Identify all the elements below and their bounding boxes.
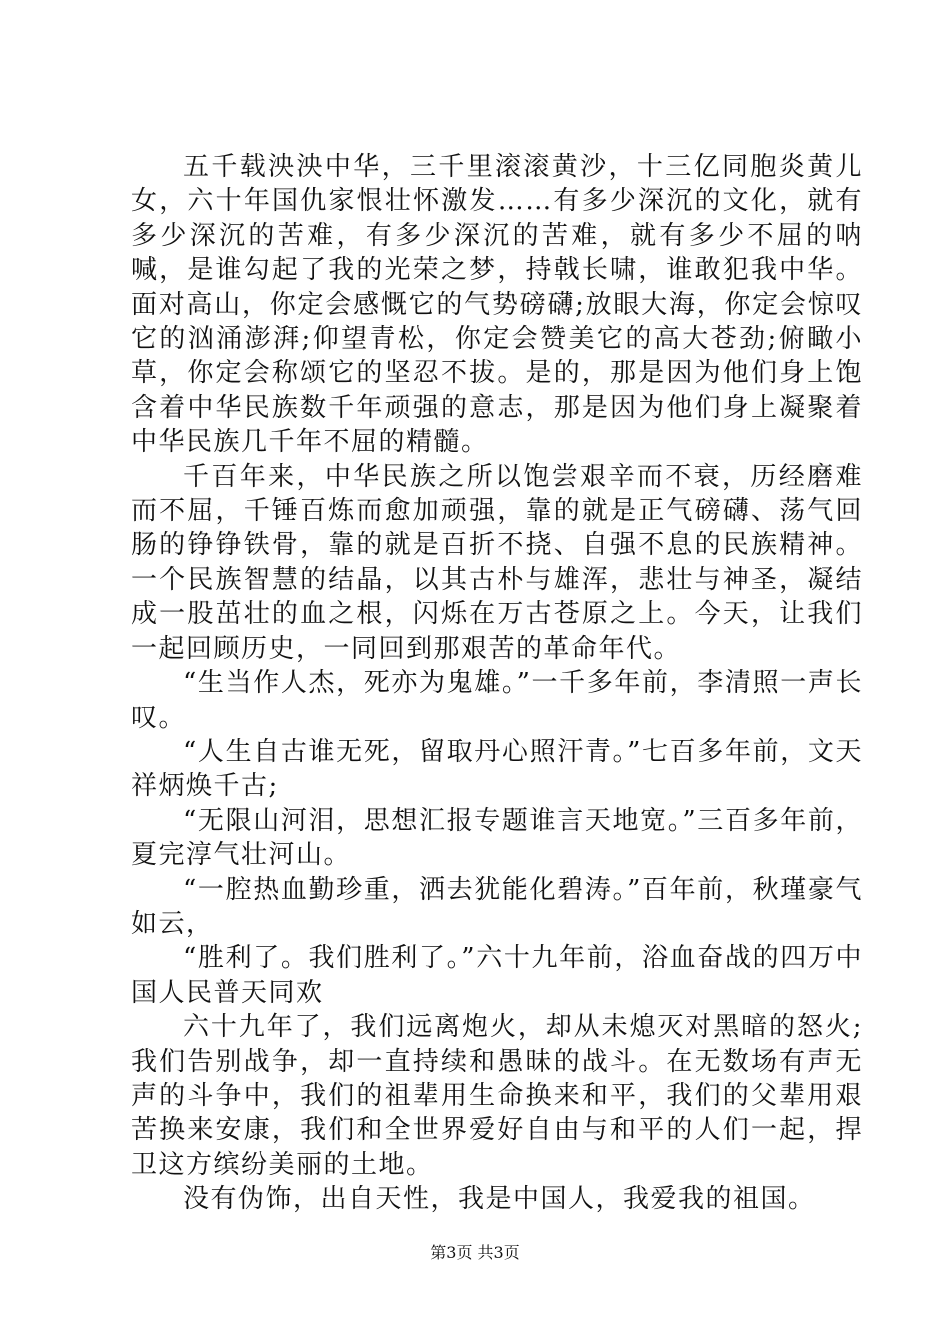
paragraph-6: “一腔热血勤珍重，洒去犹能化碧涛。”百年前，秋瑾豪气如云，	[131, 874, 863, 939]
paragraph-4: “人生自古谁无死，留取丹心照汗青。”七百多年前，文天祥炳焕千古;	[131, 736, 863, 802]
paragraph-7: “胜利了。我们胜利了。”六十九年前，浴血奋战的四万中国人民普天同欢	[131, 943, 863, 1008]
paragraph-8: 六十九年了，我们远离炮火，却从未熄灭对黑暗的怒火;我们告别战争，却一直持续和愚昧的战斗。在无数场有声无声的斗争中，我们的祖辈用生命换来和平，我们的父辈用艰苦换来安康，我们和全世界爱好自由与和平的人们一起，捍卫这方缤纷美丽的土地。	[131, 1012, 863, 1180]
paragraph-1: 五千载泱泱中华，三千里滚滚黄沙，十三亿同胞炎黄儿女，六十年国仇家恨壮怀激发……有多少深沉的文化，就有多少深沉的苦难，有多少深沉的苦难，就有多少不屈的呐喊，是谁勾起了我的光荣之梦，持戟长啸，谁敢犯我中华。面对高山，你定会感慨它的气势磅礴;放眼大海，你定会惊叹它的汹涌澎湃;仰望青松，你定会赞美它的高大苍劲;俯瞰小草，你定会称颂它的坚忍不拔。是的，那是因为他们身上饱含着中华民族数千年顽强的意志，那是因为他们身上凝聚着中华民族几千年不屈的精髓。	[131, 152, 863, 458]
paragraph-9: 没有伪饰，出自天性，我是中国人，我爱我的祖国。	[183, 1184, 816, 1215]
paragraph-3: “生当作人杰，死亦为鬼雄。”一千多年前，李清照一声长叹。	[131, 668, 863, 733]
page-number: 第3页 共3页	[430, 1243, 520, 1262]
page-footer	[0, 1243, 950, 1263]
paragraph-2: 千百年来，中华民族之所以饱尝艰辛而不衰，历经磨难而不屈，千锤百炼而愈加顽强，靠的就是正气磅礴、荡气回肠的铮铮铁骨，靠的就是百折不挠、自强不息的民族精神。一个民族智慧的结晶，以其古朴与雄浑，悲壮与神圣，凝结成一股茁壮的血之根，闪烁在万古苍原之上。今天，让我们一起回顾历史，一同回到那艰苦的革命年代。	[131, 461, 863, 664]
paragraph-5: “无限山河泪，思想汇报专题谁言天地宽。”三百多年前，夏完淳气壮河山。	[131, 805, 863, 871]
document-body	[131, 150, 863, 1217]
